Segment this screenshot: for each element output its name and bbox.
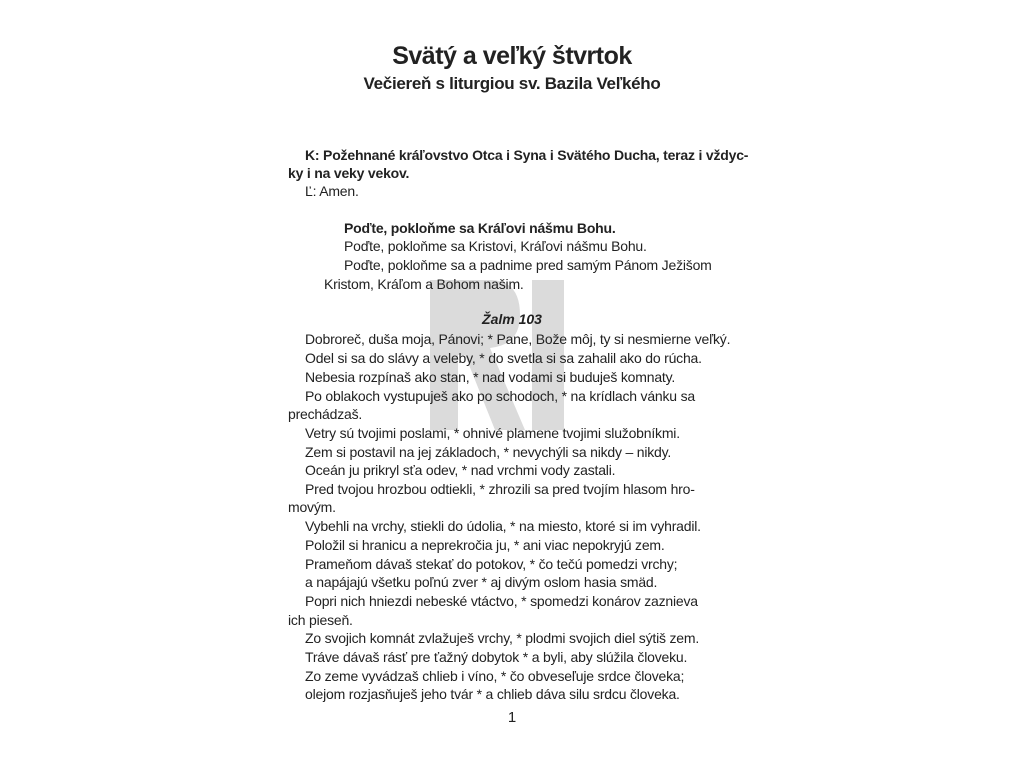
text-line: Kristom, Kráľom a Bohom našim. [324,276,524,292]
psalm-line: Zo svojich komnát zvlažuješ vrchy, * plodmi svojich diel sýtiš zem. [305,630,700,646]
psalm-line: a napájajú všetku poľnú zver * aj divým oslom hasia smäd. [305,574,658,590]
psalm-line: Tráve dávaš rásť pre ťažný dobytok * a byli, aby slúžila človeku. [305,649,688,665]
psalm-line: movým. [288,499,336,515]
psalm-line: Po oblakoch vystupuješ ako po schodoch, * na krídlach vánku sa [305,388,695,404]
psalm-line: Zo zeme vyvádzaš chlieb i víno, * čo obveseľuje srdce človeka; [305,668,685,684]
text-line: Poďte, pokloňme sa a padnime pred samým Pánom Ježišom [344,257,712,273]
psalm-line: Pred tvojou hrozbou odtiekli, * zhrozili sa pred tvojím hlasom hro- [305,481,695,497]
psalm-line: Dobroreč, duša moja, Pánovi; * Pane, Bože môj, ty si nesmierne veľký. [305,331,731,347]
psalm-line: Popri nich hniezdi nebeské vtáctvo, * spomedzi konárov zaznieva [305,593,698,609]
psalm-line: Nebesia rozpínaš ako stan, * nad vodami si buduješ komnaty. [305,369,676,385]
psalm-line: Zem si postavil na jej základoch, * nevychýli sa nikdy – nikdy. [305,444,672,460]
psalm-line: Položil si hranicu a neprekročia ju, * ani viac nepokryjú zem. [305,537,665,553]
text-line: Poďte, pokloňme sa Kráľovi nášmu Bohu. [344,220,616,236]
psalm-line: Vybehli na vrchy, stiekli do údolia, * na miesto, ktoré si im vyhradil. [305,518,701,534]
text-line: Ľ: Amen. [305,183,359,199]
psalm-line: olejom rozjasňuješ jeho tvár * a chlieb dáva silu srdcu človeka. [305,686,680,702]
psalm-line: Prameňom dávaš stekať do potokov, * čo tečú pomedzi vrchy; [305,556,678,572]
text-line: Poďte, pokloňme sa Kristovi, Kráľovi nášmu Bohu. [344,238,647,254]
page-number: 1 [507,709,517,726]
psalm-line: ich pieseň. [288,612,353,628]
psalm-line: Oceán ju prikryl sťa odev, * nad vrchmi vody zastali. [305,462,616,478]
text-line: K: Požehnané kráľovstvo Otca i Syna i Svätého Ducha, teraz i vždyc- [305,147,749,163]
text-line: ky i na veky vekov. [288,165,410,181]
psalm-line: Vetry sú tvojimi poslami, * ohnivé plamene tvojimi služobníkmi. [305,425,680,441]
psalm-line: prechádzaš. [288,406,363,422]
page-title: Svätý a veľký štvrtok [392,42,632,70]
psalm-line: Odel si sa do slávy a veleby, * do svetla si sa zahalil ako do rúcha. [305,350,702,366]
psalm-title: Žalm 103 [482,311,542,327]
page-subtitle: Večiereň s liturgiou sv. Bazila Veľkého [363,74,661,93]
